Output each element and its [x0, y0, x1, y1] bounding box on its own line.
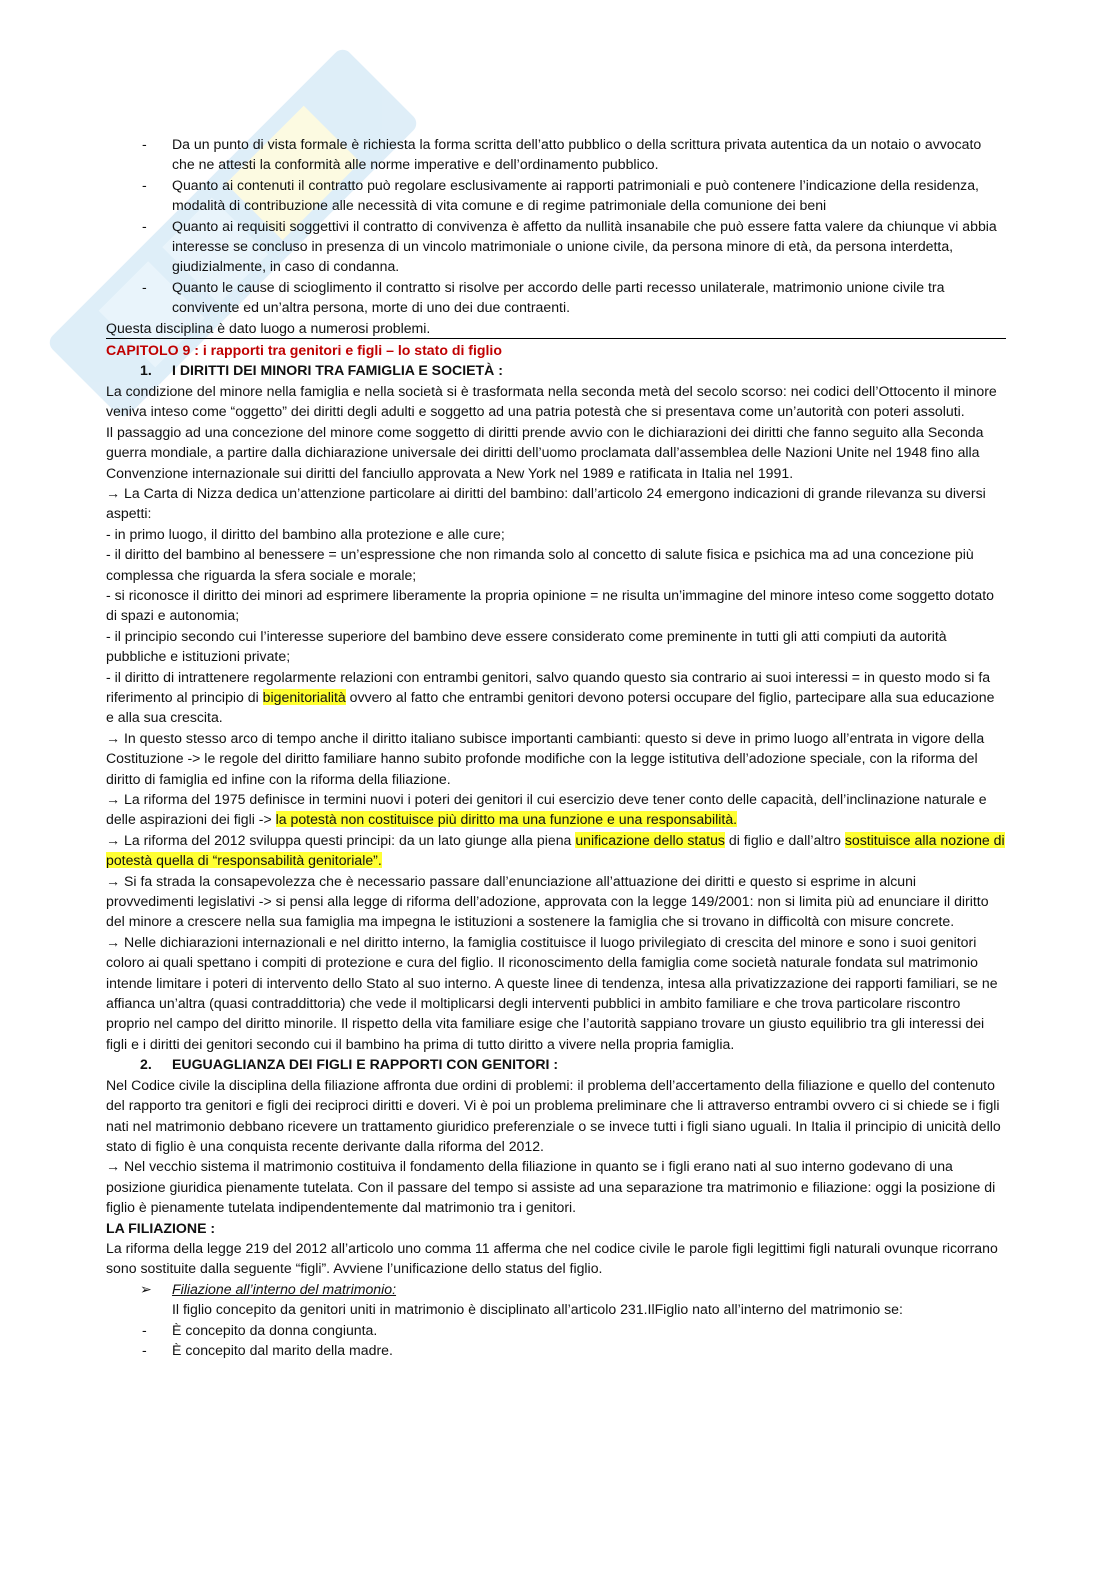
list-item: - Quanto ai contenuti il contratto può regolare esclusivamente ai rapporti patrimoniali e può contenere l’indicazione della residenza, modalità di contribuzione alle necessità di vita comune e di regime patrimoniale della comunione dei beni: [106, 175, 1006, 216]
arrow-bullet-icon: ➢: [140, 1280, 152, 1297]
paragraph: La riforma della legge 219 del 2012 all’articolo uno comma 11 afferma che nel codice civile le parole figli legittimi figli naturali ovunque ricorrano sono sostituite dalla seguente “figli”. Avviene l’unificazione dello status del figlio.: [106, 1239, 998, 1277]
highlight: la potestà non costituisce più diritto ma una funzione e una responsabilità.: [275, 811, 738, 828]
paragraph: [106, 789, 1006, 830]
list-item: - Quanto ai requisiti soggettivi il contratto di convivenza è affetto da nullità insanabile che può essere fatta valere da chiunque vi abbia interesse se concluso in presenza di un vincolo matrimoniale o unione civile, da persona minore di età, da persona interdetta, giudizialmente, in caso di condanna.: [106, 216, 1006, 277]
text-run: ovvero al fatto che entrambi genitori devono potersi occupare del figlio, partecipare alla sua educazione e alla sua crescita.: [106, 688, 995, 726]
paragraph: → La Carta di Nizza dedica un’attenzione particolare ai diritti del bambino: dall’articolo 24 emergono indicazioni di grande rilevanza su diversi aspetti:: [106, 484, 986, 522]
paragraph: - si riconosce il diritto dei minori ad esprimere liberamente la propria opinione = ne risulta un’immagine del minore inteso come soggetto dotato di spazi e autonomia;: [106, 586, 994, 624]
bullet-text: Filiazione all’interno del matrimonio:: [172, 1280, 397, 1297]
paragraph: - in primo luogo, il diritto del bambino alla protezione e alle cure;: [106, 525, 505, 542]
paragraph: - il diritto del bambino al benessere = un’espressione che non rimanda solo al concetto di salute fisica e psichica ma ad una concezione più complessa che riguarda la sfera sociale e morale;: [106, 546, 974, 583]
section-heading-1: [106, 360, 1006, 380]
list-item: - Da un punto di vista formale è richiesta la forma scritta dell’atto pubblico o della scrittura privata autentica da un notaio o avvocato che ne attesti la conformità alle norme imperative e dell’ordinamento pubblico.: [106, 134, 1006, 175]
section-title: I DIRITTI DEI MINORI TRA FAMIGLIA E SOCIETÀ :: [172, 362, 503, 379]
highlight: bigenitorialità: [262, 688, 346, 705]
paragraph: Questa disciplina è dato luogo a numerosi problemi.: [106, 319, 431, 336]
section-title: EUGUAGLIANZA DEI FIGLI E RAPPORTI CON GENITORI :: [172, 1056, 559, 1073]
list-item: - Quanto le cause di scioglimento il contratto si risolve per accordo delle parti recesso unilaterale, matrimonio unione civile tra convivente ed un’altra persona, morte di uno dei due contraenti.: [106, 277, 1006, 318]
section-number: 1.: [140, 362, 152, 379]
highlight: unificazione dello status: [575, 831, 725, 848]
paragraph: Nel Codice civile la disciplina della filiazione affronta due ordini di problemi: il problema dell’accertamento della filiazione e quello del contenuto del rapporto tra genitori e figli dei reciproci diritti e doveri. Vi è poi un problema preliminare che li attraverso entrambi ovvero ci si chiede se i figli nati nel matrimonio debbano ricevere un trattamento giuridico preferenziale o se invece tutti i figli siano uguali. In Italia il principio di unicità dello stato di figlio è una conquista recente derivante dalla riforma del 2012.: [106, 1076, 1001, 1154]
paragraph: La condizione del minore nella famiglia e nella società si è trasformata nella seconda metà del secolo scorso: nei codici dell’Ottocento il minore veniva inteso come “oggetto” dei diritti degli adulti e soggetto ad una patria potestà che si presentava come un’autorità con poteri assoluti.: [106, 382, 997, 420]
text-run: → La riforma del 1975 definisce in termini nuovi i poteri dei genitori il cui esercizio deve tener conto delle capacità, dell’inclinazione naturale e delle aspirazioni dei figli ->: [106, 791, 987, 828]
list-item: - È concepito da donna congiunta.: [106, 1320, 1006, 1340]
paragraph: → Nel vecchio sistema il matrimonio costituiva il fondamento della filiazione in quanto se i figli erano nati al suo interno godevano di una posizione giuridica pienamente tutelata. Con il passare del tempo si assiste ad una separazione tra matrimonio e filiazione: oggi la posizione di figlio è pienamente tutelata indipendentemente dal matrimonio tra i genitori.: [106, 1158, 996, 1216]
text-run: - il diritto di intrattenere regolarmente relazioni con entrambi genitori, salvo quando questo sia contrario ai suoi interessi = in questo modo si fa riferimento al principio di: [106, 668, 991, 705]
section-heading-2: [106, 1054, 1006, 1074]
paragraph: - il principio secondo cui l’interesse superiore del bambino deve essere considerato come preminente in tutti gli atti compiuti da autorità pubbliche e istituzioni private;: [106, 627, 947, 665]
highlight: sostituisce alla nozione di potestà quella di “responsabilità genitoriale”.: [106, 831, 1005, 869]
paragraph: Il passaggio ad una concezione del minore come soggetto di diritti prende avvio con le dichiarazioni dei diritti che fanno seguito alla Seconda guerra mondiale, a partire dalla dichiarazione universale dei diritti dell’uomo proclamata dall’assemblea delle Nazioni Unite nel 1948 fino alla Convenzione internazionale sui diritti del fanciullo approvata a New York nel 1989 e ratificata in Italia nel 1991.: [106, 423, 984, 481]
paragraph: → Nelle dichiarazioni internazionali e nel diritto interno, la famiglia costituisce il luogo privilegiato di crescita del minore e sono i suoi genitori coloro ai quali spettano i compiti di protezione e cura del figlio. Il riconoscimento della famiglia come società naturale fondata sul matrimonio intende limitare i poteri di intervento dello Stato al suo interno. A queste linee di tendenza, intesa alla privatizzazione dei rapporti familiari, se ne affianca un’altra (quasi contraddittoria) che vede il moltiplicarsi degli interventi pubblici in ambito familiare e che trova particolare riscontro proprio nel campo del diritto minorile. Il rispetto della vita familiare esige che l’autorità sappiano trovare un giusto equilibrio tra gli interessi dei figli e i diritti dei genitori secondo cui il bambino ha prima di tutto diritto a vivere nella propria famiglia.: [106, 933, 998, 1052]
text-run: di figlio e dall’altro: [724, 831, 845, 848]
section-number: 2.: [140, 1056, 152, 1073]
paragraph: → In questo stesso arco di tempo anche il diritto italiano subisce importanti cambianti: questo si deve in primo luogo all’entrata in vigore della Costituzione -> le regole del diritto familiare hanno subito profonde modifiche con la legge istitutiva dell’adozione speciale, con la riforma del diritto di famiglia ed infine con la riforma della filiazione.: [106, 729, 985, 787]
text-run: → La riforma del 2012 sviluppa questi principi: da un lato giunge alla piena: [106, 831, 576, 848]
paragraph: Il figlio concepito da genitori uniti in matrimonio è disciplinato all’articolo 231.IlFiglio nato all’interno del matrimonio se:: [172, 1301, 903, 1318]
arrow-bullet-item: [106, 1279, 1006, 1299]
paragraph: → Si fa strada la consapevolezza che è necessario passare dall’enunciazione all’attuazione dei diritti e questo si esprime in alcuni provvedimenti legislativi -> si pensi alla legge di riforma dell’adozione, approvata con la legge 149/2001: non si limita più ad enunciare il diritto del minore a crescere nella sua famiglia ma impegna le istituzioni a sostenere la famiglia che si trovano in difficoltà con misure concrete.: [106, 872, 989, 930]
document-page: [106, 134, 1006, 1360]
paragraph: [106, 667, 1006, 728]
subheading: LA FILIAZIONE :: [106, 1219, 216, 1236]
paragraph: [106, 830, 1006, 871]
list-item: - È concepito dal marito della madre.: [106, 1340, 1006, 1360]
chapter-title: CAPITOLO 9 : i rapporti tra genitori e figli – lo stato di figlio: [106, 338, 1006, 360]
